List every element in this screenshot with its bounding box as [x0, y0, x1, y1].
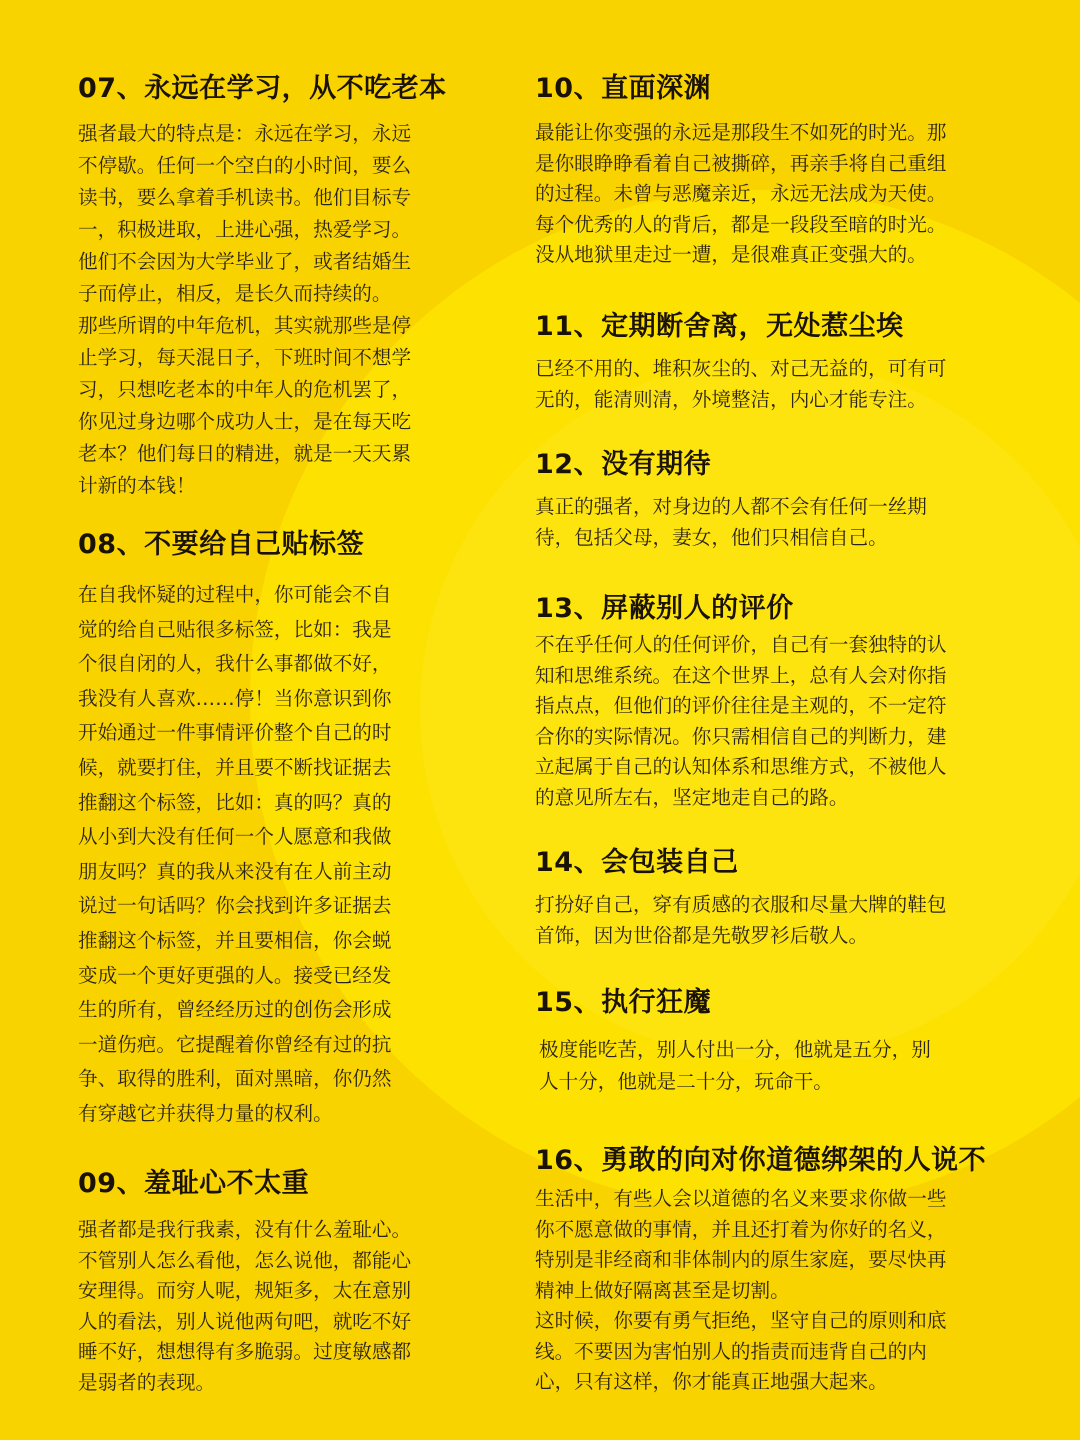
text-line: 候，就要打住，并且要不断找证据去 [78, 755, 392, 779]
text-line: 他们不会因为大学毕业了，或者结婚生 [78, 250, 412, 273]
text-line: 生活中，有些人会以道德的名义来要求你做一些 [535, 1187, 947, 1210]
text-line: 强者最大的特点是：永远在学习，永远 [78, 122, 412, 145]
text-line: 已经不用的、堆积灰尘的、对己无益的，可有可 [535, 357, 947, 380]
text-line: 个很自闭的人，我什么事都做不好， [78, 652, 392, 676]
text-line: 立起属于自己的认知体系和思维方式，不被他人 [535, 755, 947, 778]
section-11 [535, 310, 1027, 416]
section-title: 14、会包装自己 [535, 847, 739, 878]
section-paragraph [78, 1215, 478, 1398]
text-line: 的意见所左右，坚定地走自己的路。 [535, 785, 849, 809]
text-line: 朋友吗？真的我从来没有在人前主动 [78, 859, 392, 883]
text-line: 精神上做好隔离甚至是切割。 [535, 1278, 790, 1302]
section-13 [535, 592, 1027, 813]
section-title: 16、勇敢的向对你道德绑架的人说不 [535, 1145, 987, 1176]
section-15 [535, 986, 1027, 1098]
text-line: 子而停止，相反，是长久而持续的。 [78, 282, 392, 305]
text-line: 你见过身边哪个成功人士，是在每天吃 [78, 410, 412, 433]
text-line: 这时候，你要有勇气拒绝，坚守自己的原则和底 [535, 1309, 947, 1332]
text-line: 最能让你变强的永远是那段生不如死的时光。那 [535, 121, 947, 144]
text-line: 一，积极进取，上进心强，热爱学习。 [78, 218, 412, 241]
text-line: 极度能吃苦，别人付出一分，他就是五分，别 [539, 1038, 931, 1061]
text-line: 的过程。未曾与恶魔亲近，永远无法成为天使。 [535, 182, 947, 205]
section-paragraph [535, 210, 1027, 271]
text-line: 没从地狱里走过一遭，是很难真正变强大的。 [535, 243, 927, 266]
text-line: 一道伤疤。它提醒着你曾经有过的抗 [78, 1032, 392, 1056]
text-line: 无的，能清则清，外境整洁，内心才能专注。 [535, 387, 927, 411]
text-line: 生的所有，曾经经历过的创伤会形成 [78, 998, 392, 1022]
section-paragraph [535, 890, 1027, 952]
text-line: 习，只想吃老本的中年人的危机罢了， [78, 378, 412, 401]
text-line: 合你的实际情况。你只需相信自己的判断力，建 [535, 724, 947, 748]
section-paragraph [535, 492, 1027, 554]
text-line: 打扮好自己，穿有质感的衣服和尽量大牌的鞋包 [535, 893, 947, 916]
text-line: 线。不要因为害怕别人的指责而违背自己的内 [535, 1339, 927, 1363]
text-line: 待，包括父母，妻女，他们只相信自己。 [535, 525, 888, 549]
text-line: 止学习，每天混日子，下班时间不想学 [78, 346, 412, 369]
section-paragraph [78, 310, 478, 502]
text-line: 推翻这个标签，比如：真的吗？真的 [78, 790, 392, 814]
text-line: 首饰，因为世俗都是先敬罗衫后敬人。 [535, 923, 869, 947]
text-line: 不管别人怎么看他，怎么说他，都能心 [78, 1248, 412, 1272]
text-line: 是弱者的表现。 [78, 1370, 216, 1394]
text-line: 你不愿意做的事情，并且还打着为你好的名义， [535, 1217, 947, 1241]
text-line: 强者都是我行我素，没有什么羞耻心。 [78, 1218, 412, 1241]
text-line: 知和思维系统。在这个世界上，总有人会对你指 [535, 663, 947, 687]
text-line: 人十分，他就是二十分，玩命干。 [539, 1070, 833, 1093]
text-line: 读书，要么拿着手机读书。他们目标专 [78, 186, 412, 209]
text-line: 不停歇。任何一个空白的小时间，要么 [78, 154, 412, 177]
section-08 [78, 528, 478, 1132]
text-line: 不在乎任何人的任何评价，自己有一套独特的认 [535, 633, 947, 656]
text-line: 特别是非经商和非体制内的原生家庭，要尽快再 [535, 1248, 947, 1271]
section-title: 08、不要给自己贴标签 [78, 529, 365, 560]
section-paragraph [535, 630, 1027, 813]
section-07 [78, 72, 478, 502]
section-paragraph [535, 1306, 1027, 1398]
section-paragraph [535, 1034, 1027, 1098]
text-line: 计新的本钱！ [78, 474, 196, 497]
section-paragraph [78, 578, 478, 1132]
section-title: 10、直面深渊 [535, 73, 712, 104]
text-line: 争、取得的胜利，面对黑暗，你仍然 [78, 1067, 392, 1091]
section-paragraph [78, 118, 478, 310]
section-paragraph [535, 354, 1027, 416]
text-line: 老本？他们每日的精进，就是一天天累 [78, 442, 412, 465]
text-line: 在自我怀疑的过程中，你可能会不自 [78, 583, 392, 606]
text-line: 觉的给自己贴很多标签，比如：我是 [78, 617, 392, 641]
section-paragraph [535, 118, 1027, 210]
section-title: 15、执行狂魔 [535, 987, 712, 1018]
text-line: 开始通过一件事情评价整个自己的时 [78, 721, 392, 745]
section-09 [78, 1167, 478, 1398]
text-line: 每个优秀的人的背后，都是一段段至暗的时光。 [535, 212, 947, 236]
section-16 [535, 1144, 1027, 1398]
section-14 [535, 846, 1027, 952]
text-line: 变成一个更好更强的人。接受已经发 [78, 963, 392, 987]
section-title: 11、定期断舍离，无处惹尘埃 [535, 311, 904, 342]
section-title: 09、羞耻心不太重 [78, 1168, 310, 1199]
text-line: 我没有人喜欢……停！当你意识到你 [78, 686, 392, 710]
text-line: 从小到大没有任何一个人愿意和我做 [78, 825, 392, 849]
text-line: 说过一句话吗？你会找到许多证据去 [78, 894, 392, 918]
text-line: 有穿越它并获得力量的权利。 [78, 1101, 333, 1125]
section-title: 13、屏蔽别人的评价 [535, 593, 794, 624]
section-paragraph [535, 1184, 1027, 1306]
section-10 [535, 72, 1027, 271]
section-title: 07、永远在学习，从不吃老本 [78, 73, 447, 104]
text-line: 真正的强者，对身边的人都不会有任何一丝期 [535, 495, 927, 518]
text-line: 推翻这个标签，并且要相信，你会蜕 [78, 928, 392, 952]
section-title: 12、没有期待 [535, 449, 712, 480]
text-line: 心，只有这样，你才能真正地强大起来。 [535, 1370, 888, 1393]
text-line: 指点点，但他们的评价往往是主观的，不一定符 [535, 694, 947, 717]
text-line: 是你眼睁睁看着自己被撕碎，再亲手将自己重组 [535, 151, 947, 175]
text-line: 那些所谓的中年危机，其实就那些是停 [78, 314, 412, 337]
text-line: 安理得。而穷人呢，规矩多，太在意别 [78, 1279, 412, 1302]
text-line: 人的看法，别人说他两句吧，就吃不好 [78, 1309, 412, 1333]
text-line: 睡不好，想想得有多脆弱。过度敏感都 [78, 1340, 412, 1363]
section-12 [535, 448, 1027, 554]
